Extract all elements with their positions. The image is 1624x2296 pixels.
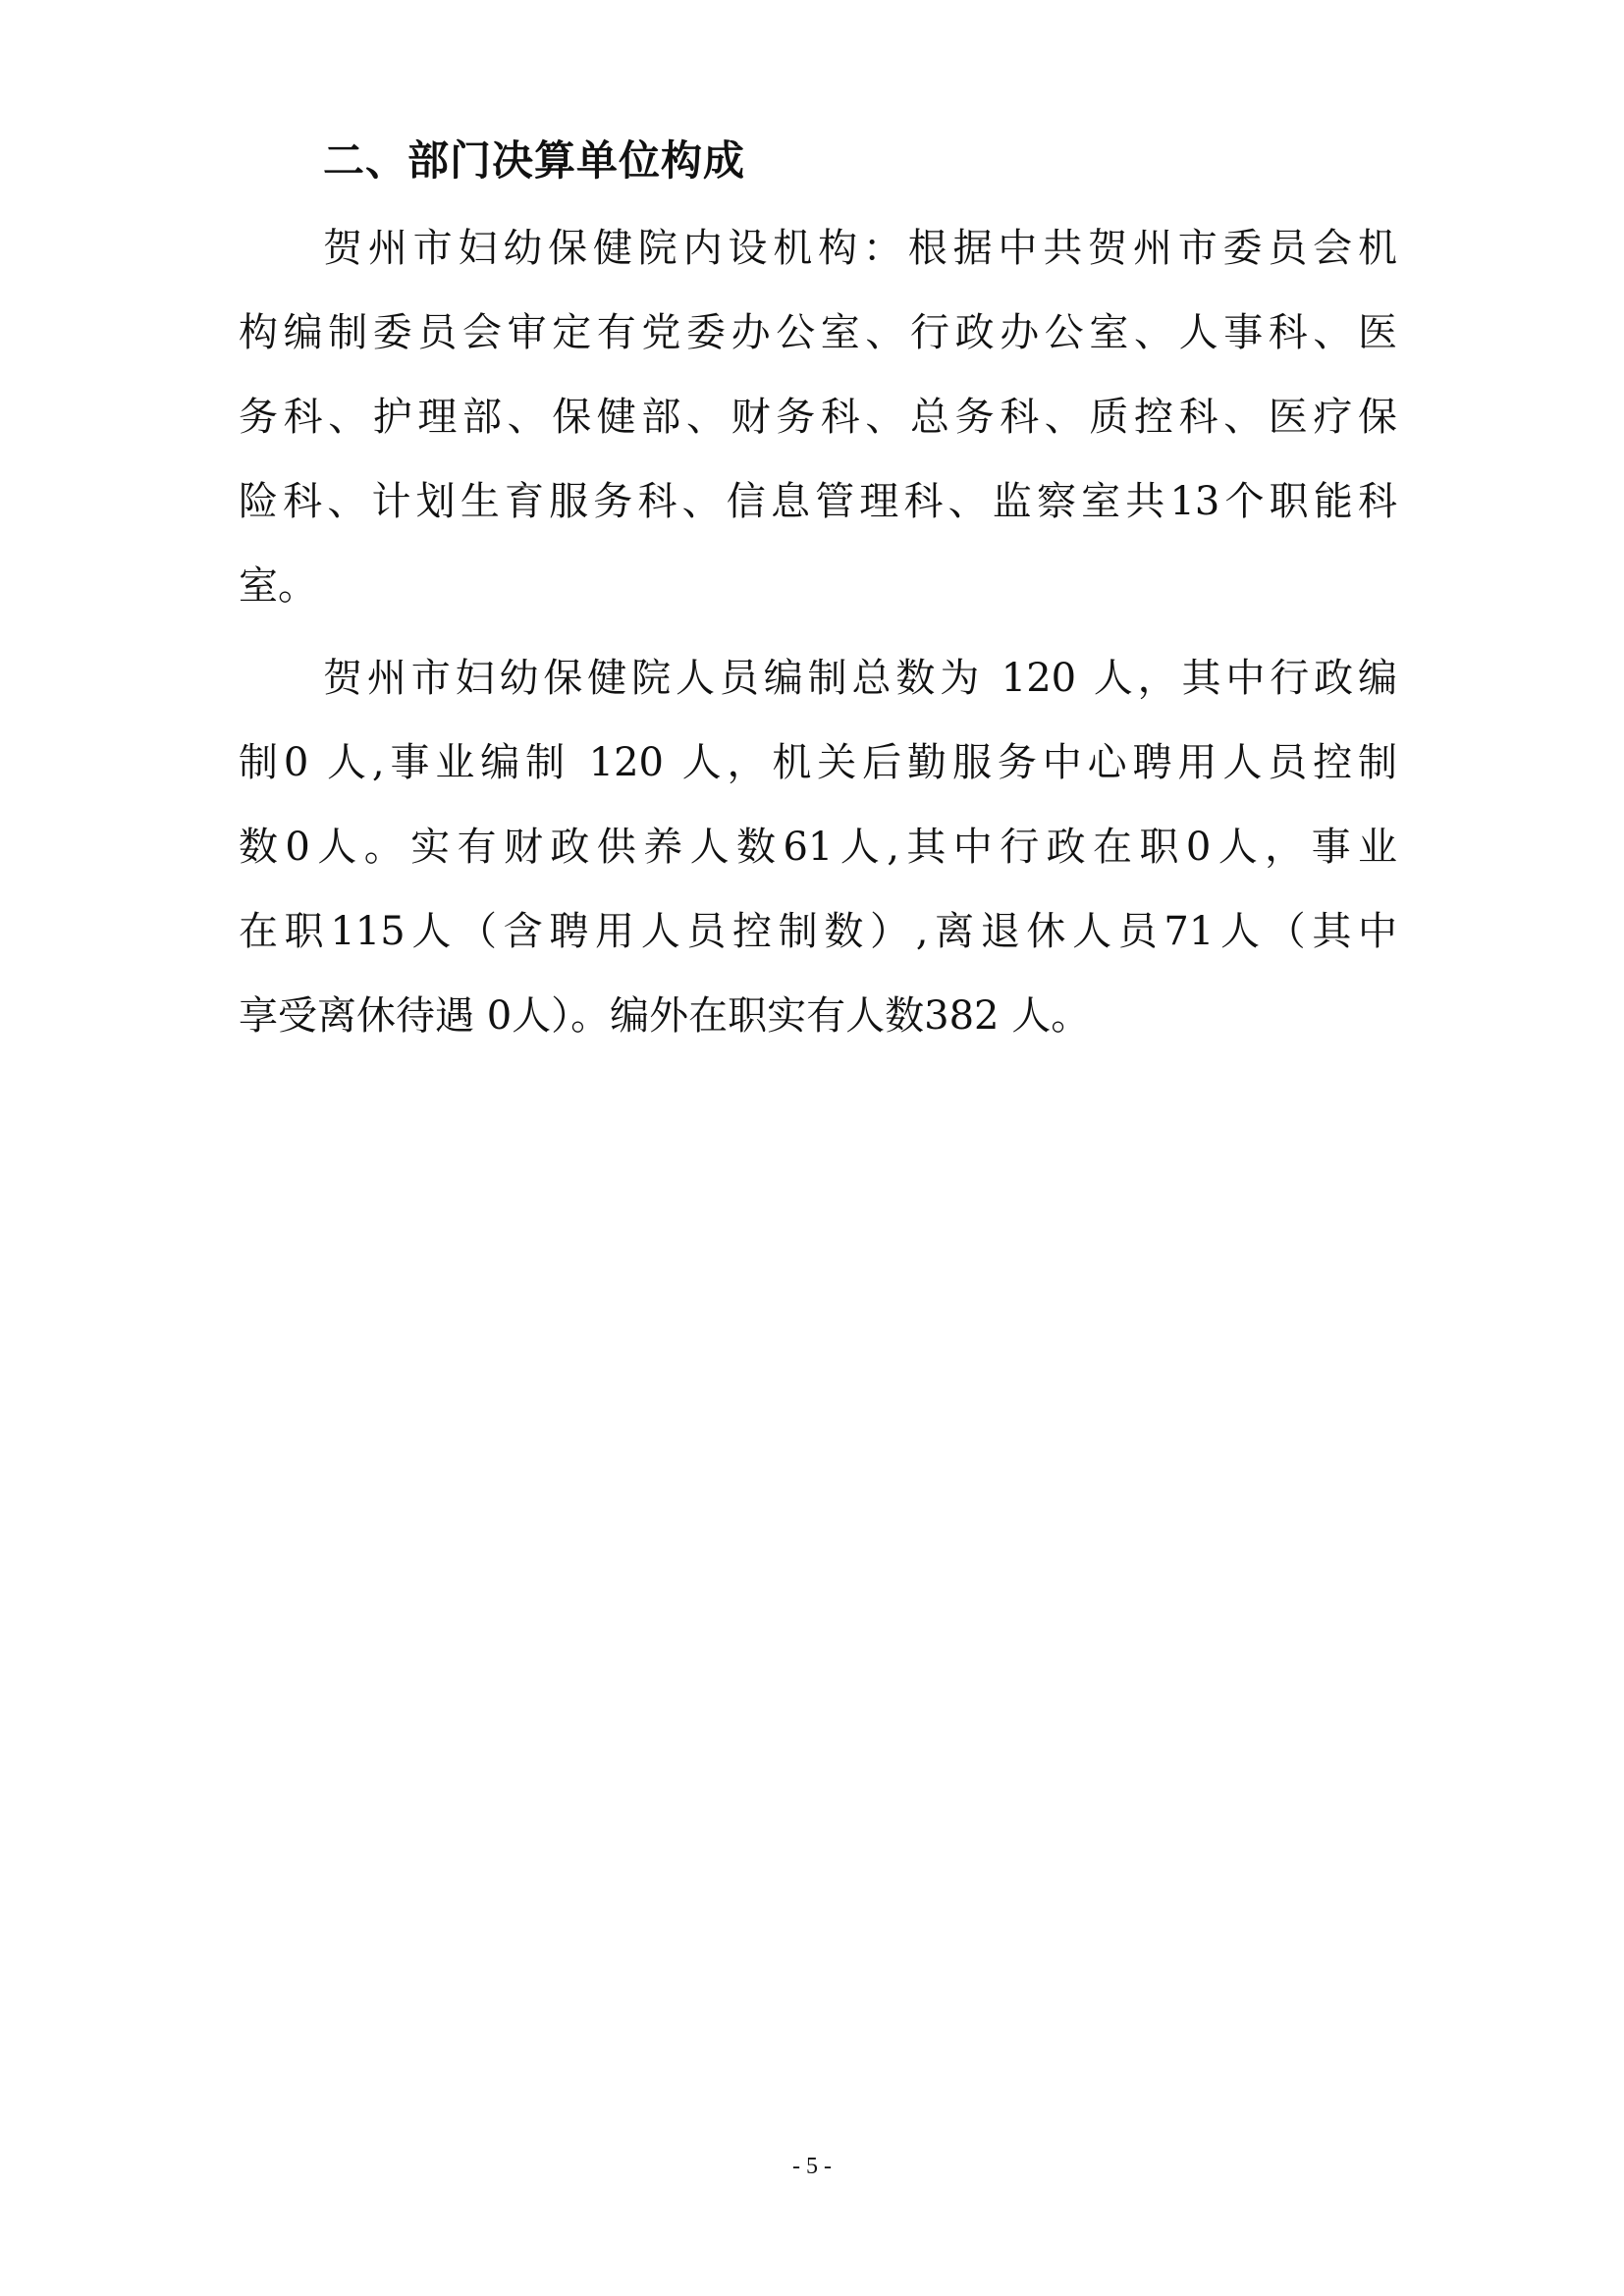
staffing-paragraph <box>239 636 1397 1058</box>
institution-paragraph <box>239 206 1397 628</box>
paragraph-line: 务科、护理部、保健部、财务科、总务科、质控科、医疗保 <box>239 395 1397 440</box>
page-number: - 5 - <box>792 2154 832 2179</box>
paragraph-line: 享受离休待遇 0人）。编外在职实有人数382 人。 <box>239 993 1091 1039</box>
paragraph-line: 数0人。实有财政供养人数61人,其中行政在职0人，事业 <box>239 825 1397 870</box>
paragraph-line: 贺州市妇幼保健院人员编制总数为 120 人，其中行政编 <box>323 656 1397 701</box>
paragraph-line: 室。 <box>239 563 317 609</box>
paragraph-line: 制0 人,事业编制 120 人，机关后勤服务中心聘用人员控制 <box>239 740 1397 785</box>
paragraph-line: 贺州市妇幼保健院内设机构：根据中共贺州市委员会机 <box>323 226 1397 271</box>
paragraph-line: 险科、计划生育服务科、信息管理科、监察室共13个职能科 <box>239 479 1397 524</box>
section-heading: 二、部门决算单位构成 <box>323 136 746 185</box>
paragraph-line: 构编制委员会审定有党委办公室、行政办公室、人事科、医 <box>239 310 1397 355</box>
paragraph-line: 在职115人（含聘用人员控制数）,离退休人员71人（其中 <box>239 909 1397 954</box>
